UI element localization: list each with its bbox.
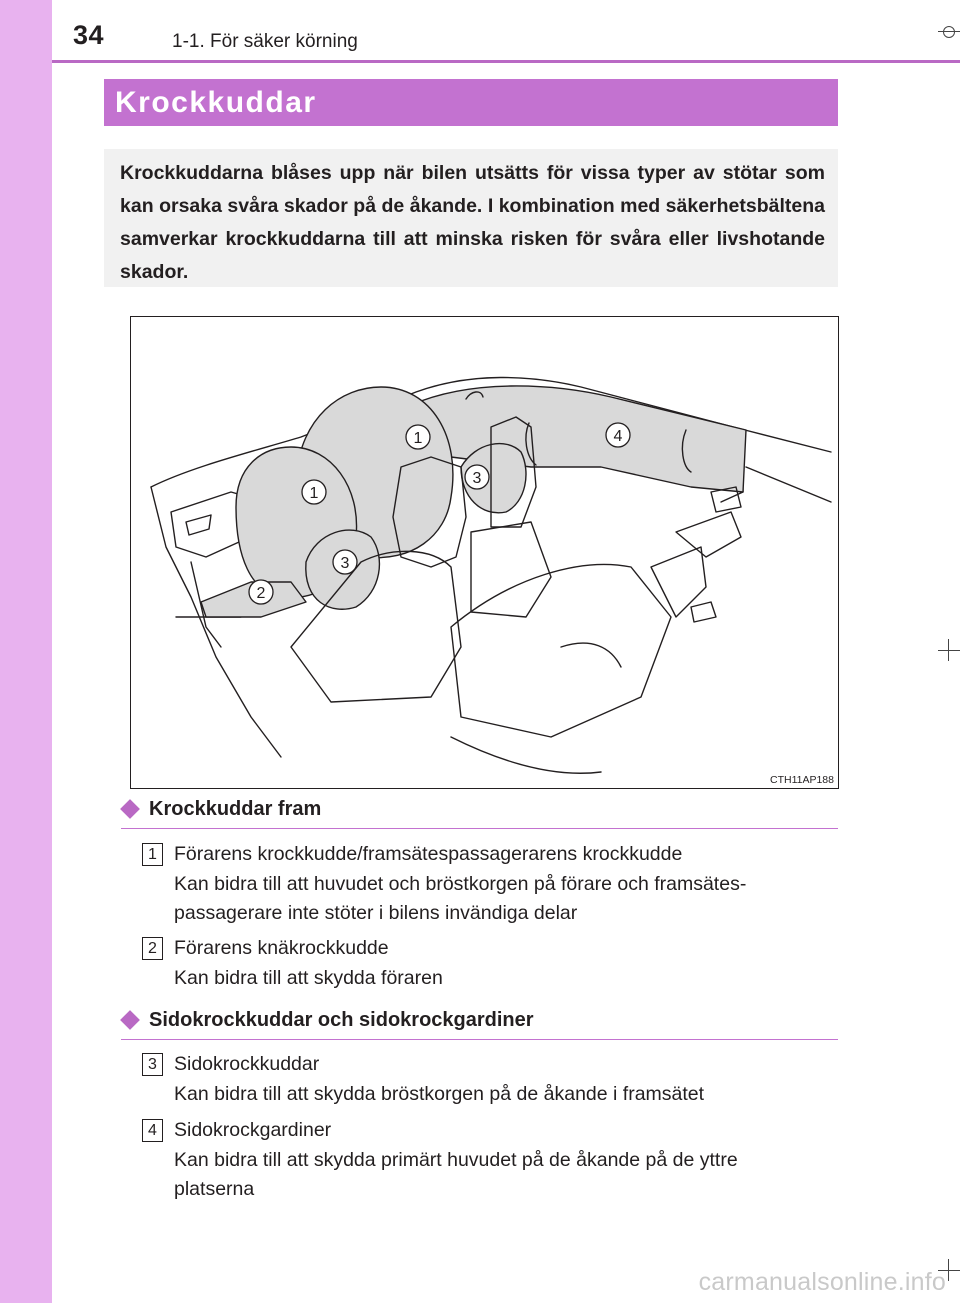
- crop-mark: [943, 26, 955, 38]
- header-rule: [52, 60, 960, 63]
- watermark: carmanualsonline.info: [698, 1268, 946, 1296]
- airbag-illustration: [130, 316, 839, 789]
- callout-1-upper: 1: [413, 430, 423, 447]
- intro-text: Krockkuddarna blåses upp när bilen utsätts för vissa typer av stötar som kan orsaka svåra skador på de åkande. I kombination med säkerhetsbältena samverkar krockkuddarna till att minska risken för svåra eller livshotande skador.: [120, 162, 825, 283]
- item-description: Kan bidra till att huvudet och bröstkorgen på förare och framsätes-: [174, 872, 747, 895]
- section-title-bar: [104, 79, 838, 126]
- diamond-bullet-icon: [120, 1010, 140, 1030]
- item-description: Kan bidra till att skydda primärt huvudet på de åkande på de yttre: [174, 1148, 738, 1171]
- diamond-bullet-icon: [120, 799, 140, 819]
- callout-3-rear: 3: [472, 470, 482, 487]
- crop-mark: [948, 639, 949, 661]
- item-number-badge: 4: [142, 1119, 163, 1142]
- callout-4: 4: [613, 428, 623, 445]
- side-color-strip: [0, 0, 52, 1303]
- callout-2: 2: [256, 585, 266, 602]
- crop-mark: [948, 1259, 949, 1281]
- car-interior-drawing: [131, 317, 838, 788]
- callout-3-front: 3: [340, 555, 350, 572]
- item-description: Kan bidra till att skydda bröstkorgen på de åkande i framsätet: [174, 1082, 705, 1105]
- item-title: Sidokrockgardiner: [174, 1119, 332, 1141]
- item-description: Kan bidra till att skydda föraren: [174, 966, 443, 989]
- section-title: Krockkuddar: [115, 86, 317, 119]
- item-number-badge: 2: [142, 937, 163, 960]
- subheading-rule: [121, 828, 838, 829]
- item-description: passagerare inte stöter i bilens invändiga delar: [174, 902, 578, 924]
- subheading-rule: [121, 1039, 838, 1040]
- crop-mark: [938, 650, 960, 651]
- item-number-badge: 1: [142, 843, 163, 866]
- callout-1-lower: 1: [309, 485, 319, 502]
- intro-box: [104, 149, 838, 287]
- page-number: 34: [73, 20, 105, 50]
- chapter-header: 1-1. För säker körning: [172, 31, 358, 52]
- subheading-label: Sidokrockkuddar och sidokrockgardiner: [149, 1009, 534, 1031]
- figure-code: CTH11AP188: [769, 774, 834, 786]
- subheading-label: Krockkuddar fram: [149, 798, 322, 820]
- item-description: platserna: [174, 1178, 255, 1200]
- item-number-badge: 3: [142, 1053, 163, 1076]
- item-title: Sidokrockkuddar: [174, 1053, 320, 1075]
- item-title: Förarens knäkrockkudde: [174, 937, 389, 959]
- item-title: Förarens krockkudde/framsätespassagerarens krockkudde: [174, 843, 683, 865]
